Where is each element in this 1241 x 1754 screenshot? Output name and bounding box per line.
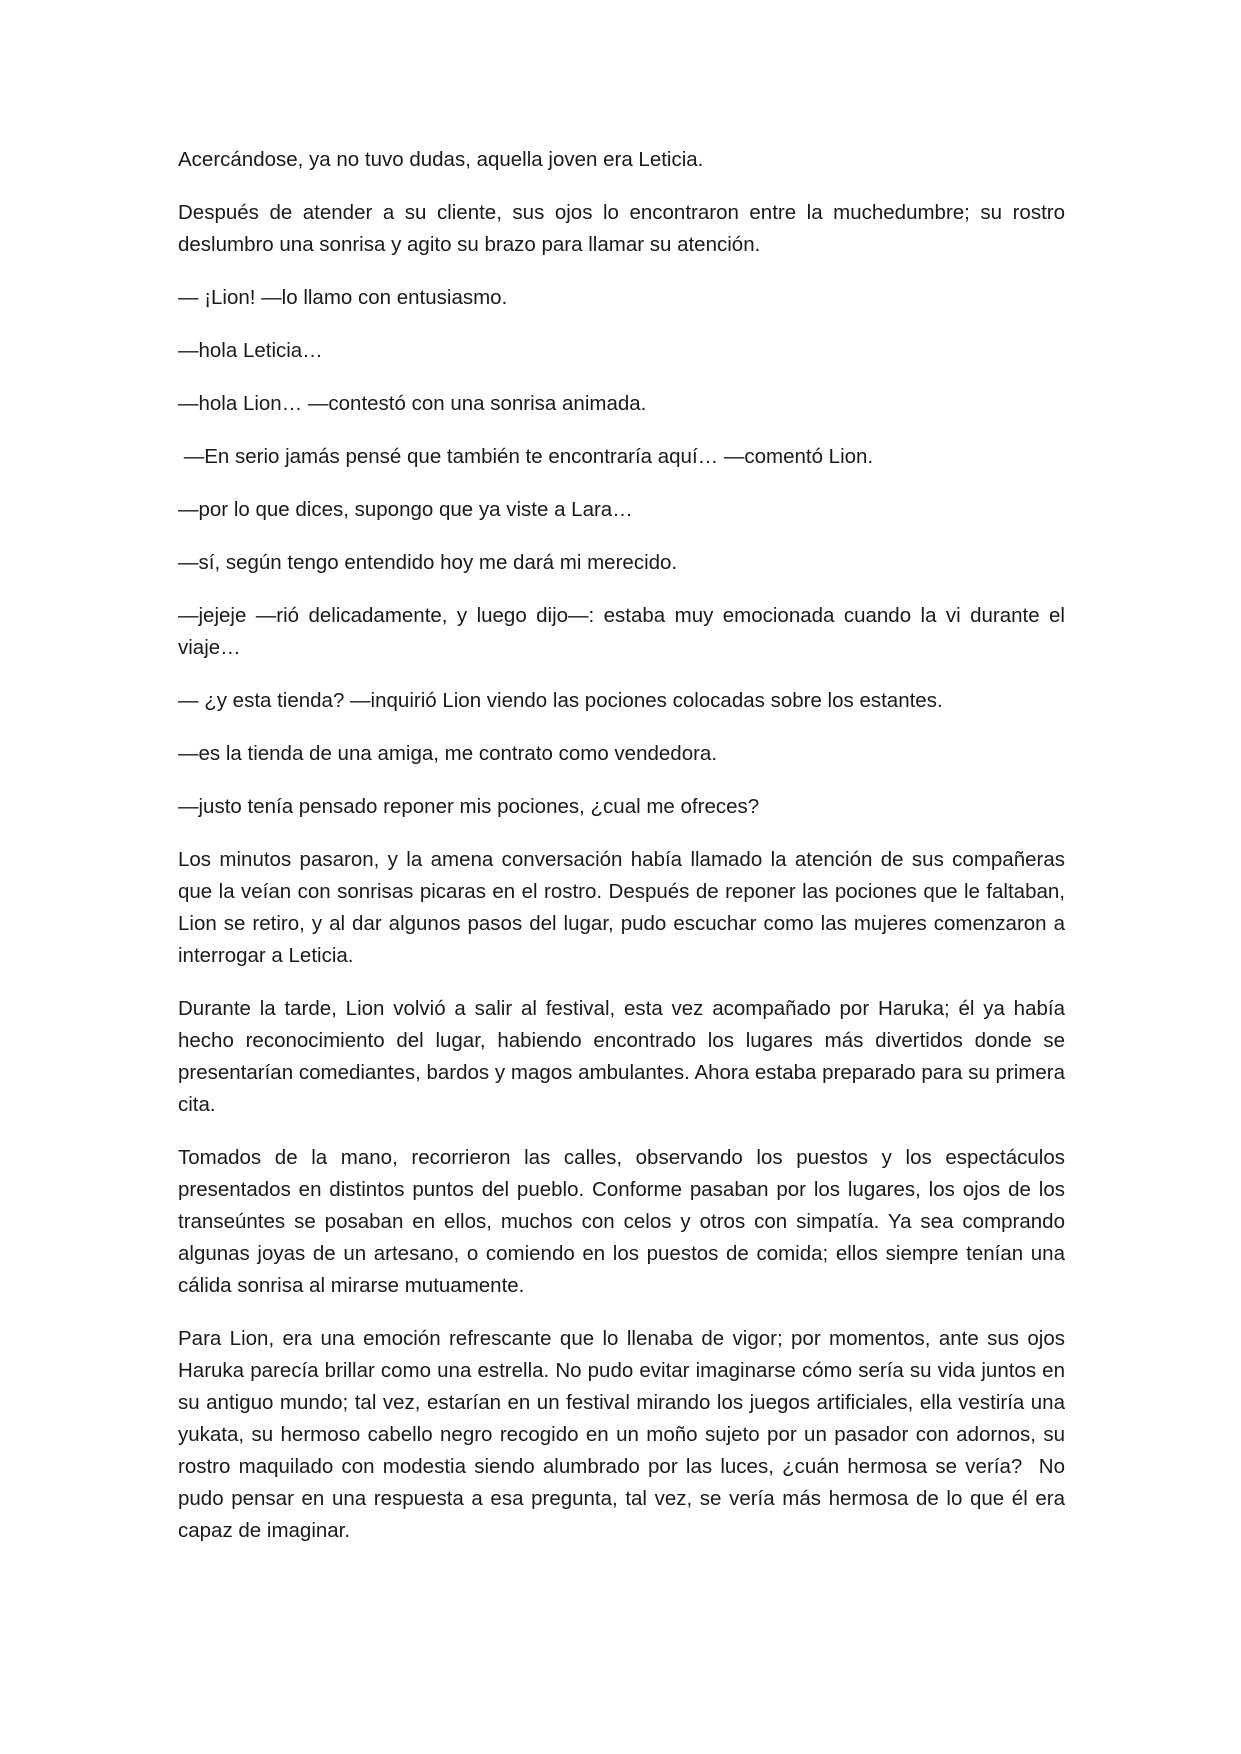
- paragraph: Acercándose, ya no tuvo dudas, aquella joven era Leticia.: [178, 148, 704, 171]
- dialogue-line: — ¡Lion! —lo llamo con entusiasmo.: [178, 286, 508, 309]
- dialogue-line: —hola Leticia…: [178, 339, 323, 362]
- dialogue-line: —sí, según tengo entendido hoy me dará mi merecido.: [178, 551, 678, 574]
- dialogue-line: —En serio jamás pensé que también te encontraría aquí… —comentó Lion.: [178, 445, 874, 468]
- dialogue-line: —jejeje —rió delicadamente, y luego dijo—: estaba muy emocionada cuando la vi durante el viaje…: [178, 604, 1065, 659]
- document-page: [178, 144, 1077, 1547]
- dialogue-line: —justo tenía pensado reponer mis pociones, ¿cual me ofreces?: [178, 795, 760, 818]
- dialogue-line: —hola Lion… —contestó con una sonrisa animada.: [178, 392, 647, 415]
- paragraph: Los minutos pasaron, y la amena conversación había llamado la atención de sus compañeras que la veían con sonrisas picaras en el rostro. Después de reponer las pociones que le faltaban, Lion se retiro, y al dar algunos pasos del lugar, pudo escuchar como las mujeres comenzaron a interrogar a Leticia.: [178, 848, 1065, 967]
- paragraph: Tomados de la mano, recorrieron las calles, observando los puestos y los espectáculos presentados en distintos puntos del pueblo. Conforme pasaban por los lugares, los ojos de los transeúntes se posaban en ellos, muchos con celos y otros con simpatía. Ya sea comprando algunas joyas de un artesano, o comiendo en los puestos de comida; ellos siempre tenían una cálida sonrisa al mirarse mutuamente.: [178, 1146, 1065, 1297]
- dialogue-line: —por lo que dices, supongo que ya viste a Lara…: [178, 498, 633, 521]
- paragraph: Para Lion, era una emoción refrescante que lo llenaba de vigor; por momentos, ante sus ojos Haruka parecía brillar como una estrella. No pudo evitar imaginarse cómo sería su vida juntos en su antiguo mundo; tal vez, estarían en un festival mirando los juegos artificiales, ella vestiría una yukata, su hermoso cabello negro recogido en un moño sujeto por un pasador con adornos, su rostro maquilado con modestia siendo alumbrado por las luces, ¿cuán hermosa se vería? No pudo pensar en una respuesta a esa pregunta, tal vez, se vería más hermosa de lo que él era capaz de imaginar.: [178, 1327, 1077, 1542]
- paragraph: Durante la tarde, Lion volvió a salir al festival, esta vez acompañado por Haruka; él ya había hecho reconocimiento del lugar, habiendo encontrado los lugares más divertidos donde se presentarían comediantes, bardos y magos ambulantes. Ahora estaba preparado para su primera cita.: [178, 997, 1065, 1116]
- dialogue-line: —es la tienda de una amiga, me contrato como vendedora.: [178, 742, 718, 765]
- dialogue-line: — ¿y esta tienda? —inquirió Lion viendo las pociones colocadas sobre los estantes.: [178, 689, 943, 712]
- paragraph: Después de atender a su cliente, sus ojos lo encontraron entre la muchedumbre; su rostro deslumbro una sonrisa y agito su brazo para llamar su atención.: [178, 201, 1065, 256]
